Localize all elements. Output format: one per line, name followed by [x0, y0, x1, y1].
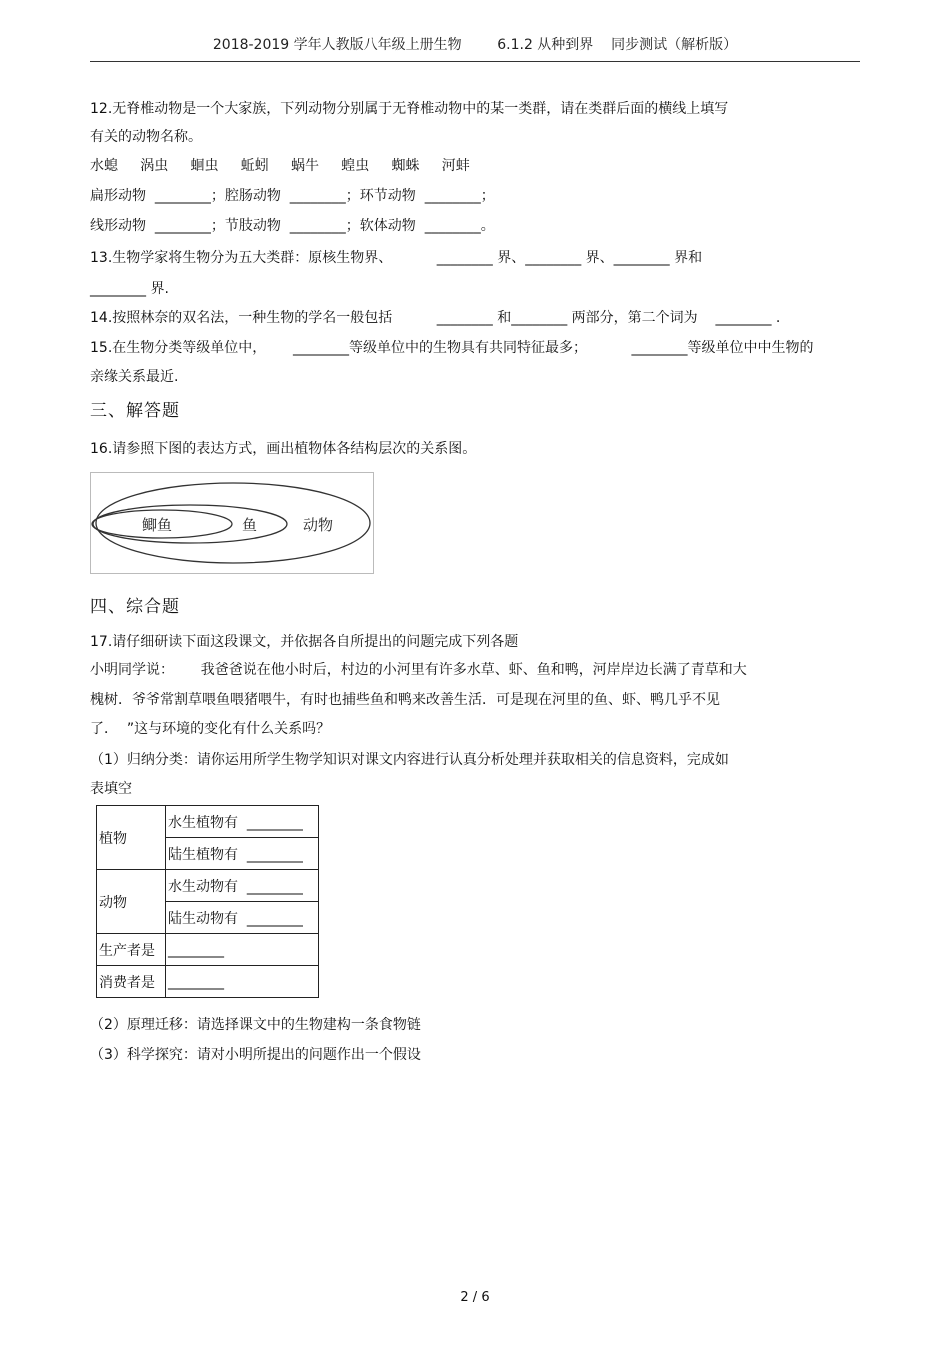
q13-line1: 13.生物学家将生物分为五大类群：原核生物界、 ________ 界、________ 界、________ 界和: [90, 250, 703, 266]
q12-line2: 有关的动物名称。: [90, 129, 202, 145]
q15-line1: 15.在生物分类等级单位中， ________等级单位中的生物具有共同特征最多； ________等级单位中中生物的: [90, 340, 814, 356]
classification-table: [96, 805, 319, 998]
q13-line2: ________ 界.: [90, 281, 169, 297]
animal-land-cell: 陆生动物有 ________: [166, 902, 319, 934]
q14-line1: 14.按照林奈的双名法，一种生物的学名一般包括 ________ 和________ 两部分，第二个词为 ________ .: [90, 310, 781, 326]
section-3-heading: 三、解答题: [90, 401, 180, 421]
q17-sub2: （2）原理迁移：请选择课文中的生物建构一条食物链: [90, 1017, 421, 1033]
q12-line1: 12.无脊椎动物是一个大家族，下列动物分别属于无脊椎动物中的某一类群，请在类群后面的横线上填写: [90, 101, 729, 117]
plant-water-cell: 水生植物有 ________: [166, 806, 319, 838]
plant-land-cell: 陆生植物有 ________: [166, 838, 319, 870]
q17-paragraph-line1: 小明同学说： 我爸爸说在他小时后，村边的小河里有许多水草、虾、鱼和鸭，河岸岸边长满了青草和大: [90, 662, 747, 678]
table-row: [97, 966, 319, 998]
label-outer: 动物: [303, 516, 334, 534]
table-row: [97, 934, 319, 966]
q12-animals: 水螅 涡虫 蛔虫 蚯蚓 蜗牛 蝗虫 蜘蛛 河蚌: [90, 158, 470, 174]
q12-row1: 扁形动物 ________；腔肠动物 ________；环节动物 ________；: [90, 188, 495, 204]
page-header: 2018-2019 学年人教版八年级上册生物 6.1.2 从种到界 同步测试（解析版）: [212, 37, 738, 53]
page-number: 2 / 6: [460, 1290, 490, 1305]
q17-sub1-line1: （1）归纳分类：请你运用所学生物学知识对课文内容进行认真分析处理并获取相关的信息资料，完成如: [90, 752, 729, 768]
q15-line2: 亲缘关系最近.: [90, 369, 179, 385]
label-inner: 鲫鱼: [142, 516, 173, 534]
animal-water-cell: 水生动物有 ________: [166, 870, 319, 902]
q17-paragraph-line3: 了． ”这与环境的变化有什么关系吗？: [90, 721, 331, 737]
consumer-label: 消费者是: [97, 966, 166, 998]
label-middle: 鱼: [242, 516, 258, 534]
animal-label: 动物: [97, 870, 166, 934]
table-row: [97, 870, 319, 902]
section-4-heading: 四、综合题: [90, 597, 180, 617]
table-row: [97, 806, 319, 838]
q16-text: 16.请参照下图的表达方式，画出植物体各结构层次的关系图。: [90, 441, 477, 457]
q17-sub3: （3）科学探究：请对小明所提出的问题作出一个假设: [90, 1047, 421, 1063]
header-divider: [90, 61, 860, 62]
q12-row2: 线形动物 ________；节肢动物 ________；软体动物 ________。: [90, 218, 495, 234]
consumer-blank: ________: [166, 966, 319, 998]
q17-sub1-line2: 表填空: [90, 781, 132, 797]
producer-label: 生产者是: [97, 934, 166, 966]
plant-label: 植物: [97, 806, 166, 870]
q17-paragraph-line2: 槐树．爷爷常割草喂鱼喂猪喂牛，有时也捕些鱼和鸭来改善生活．可是现在河里的鱼、虾、鸭几乎不见: [90, 692, 720, 708]
producer-blank: ________: [166, 934, 319, 966]
nested-ellipse-figure: [90, 472, 374, 574]
q17-intro: 17.请仔细研读下面这段课文，并依据各自所提出的问题完成下列各题: [90, 634, 519, 650]
